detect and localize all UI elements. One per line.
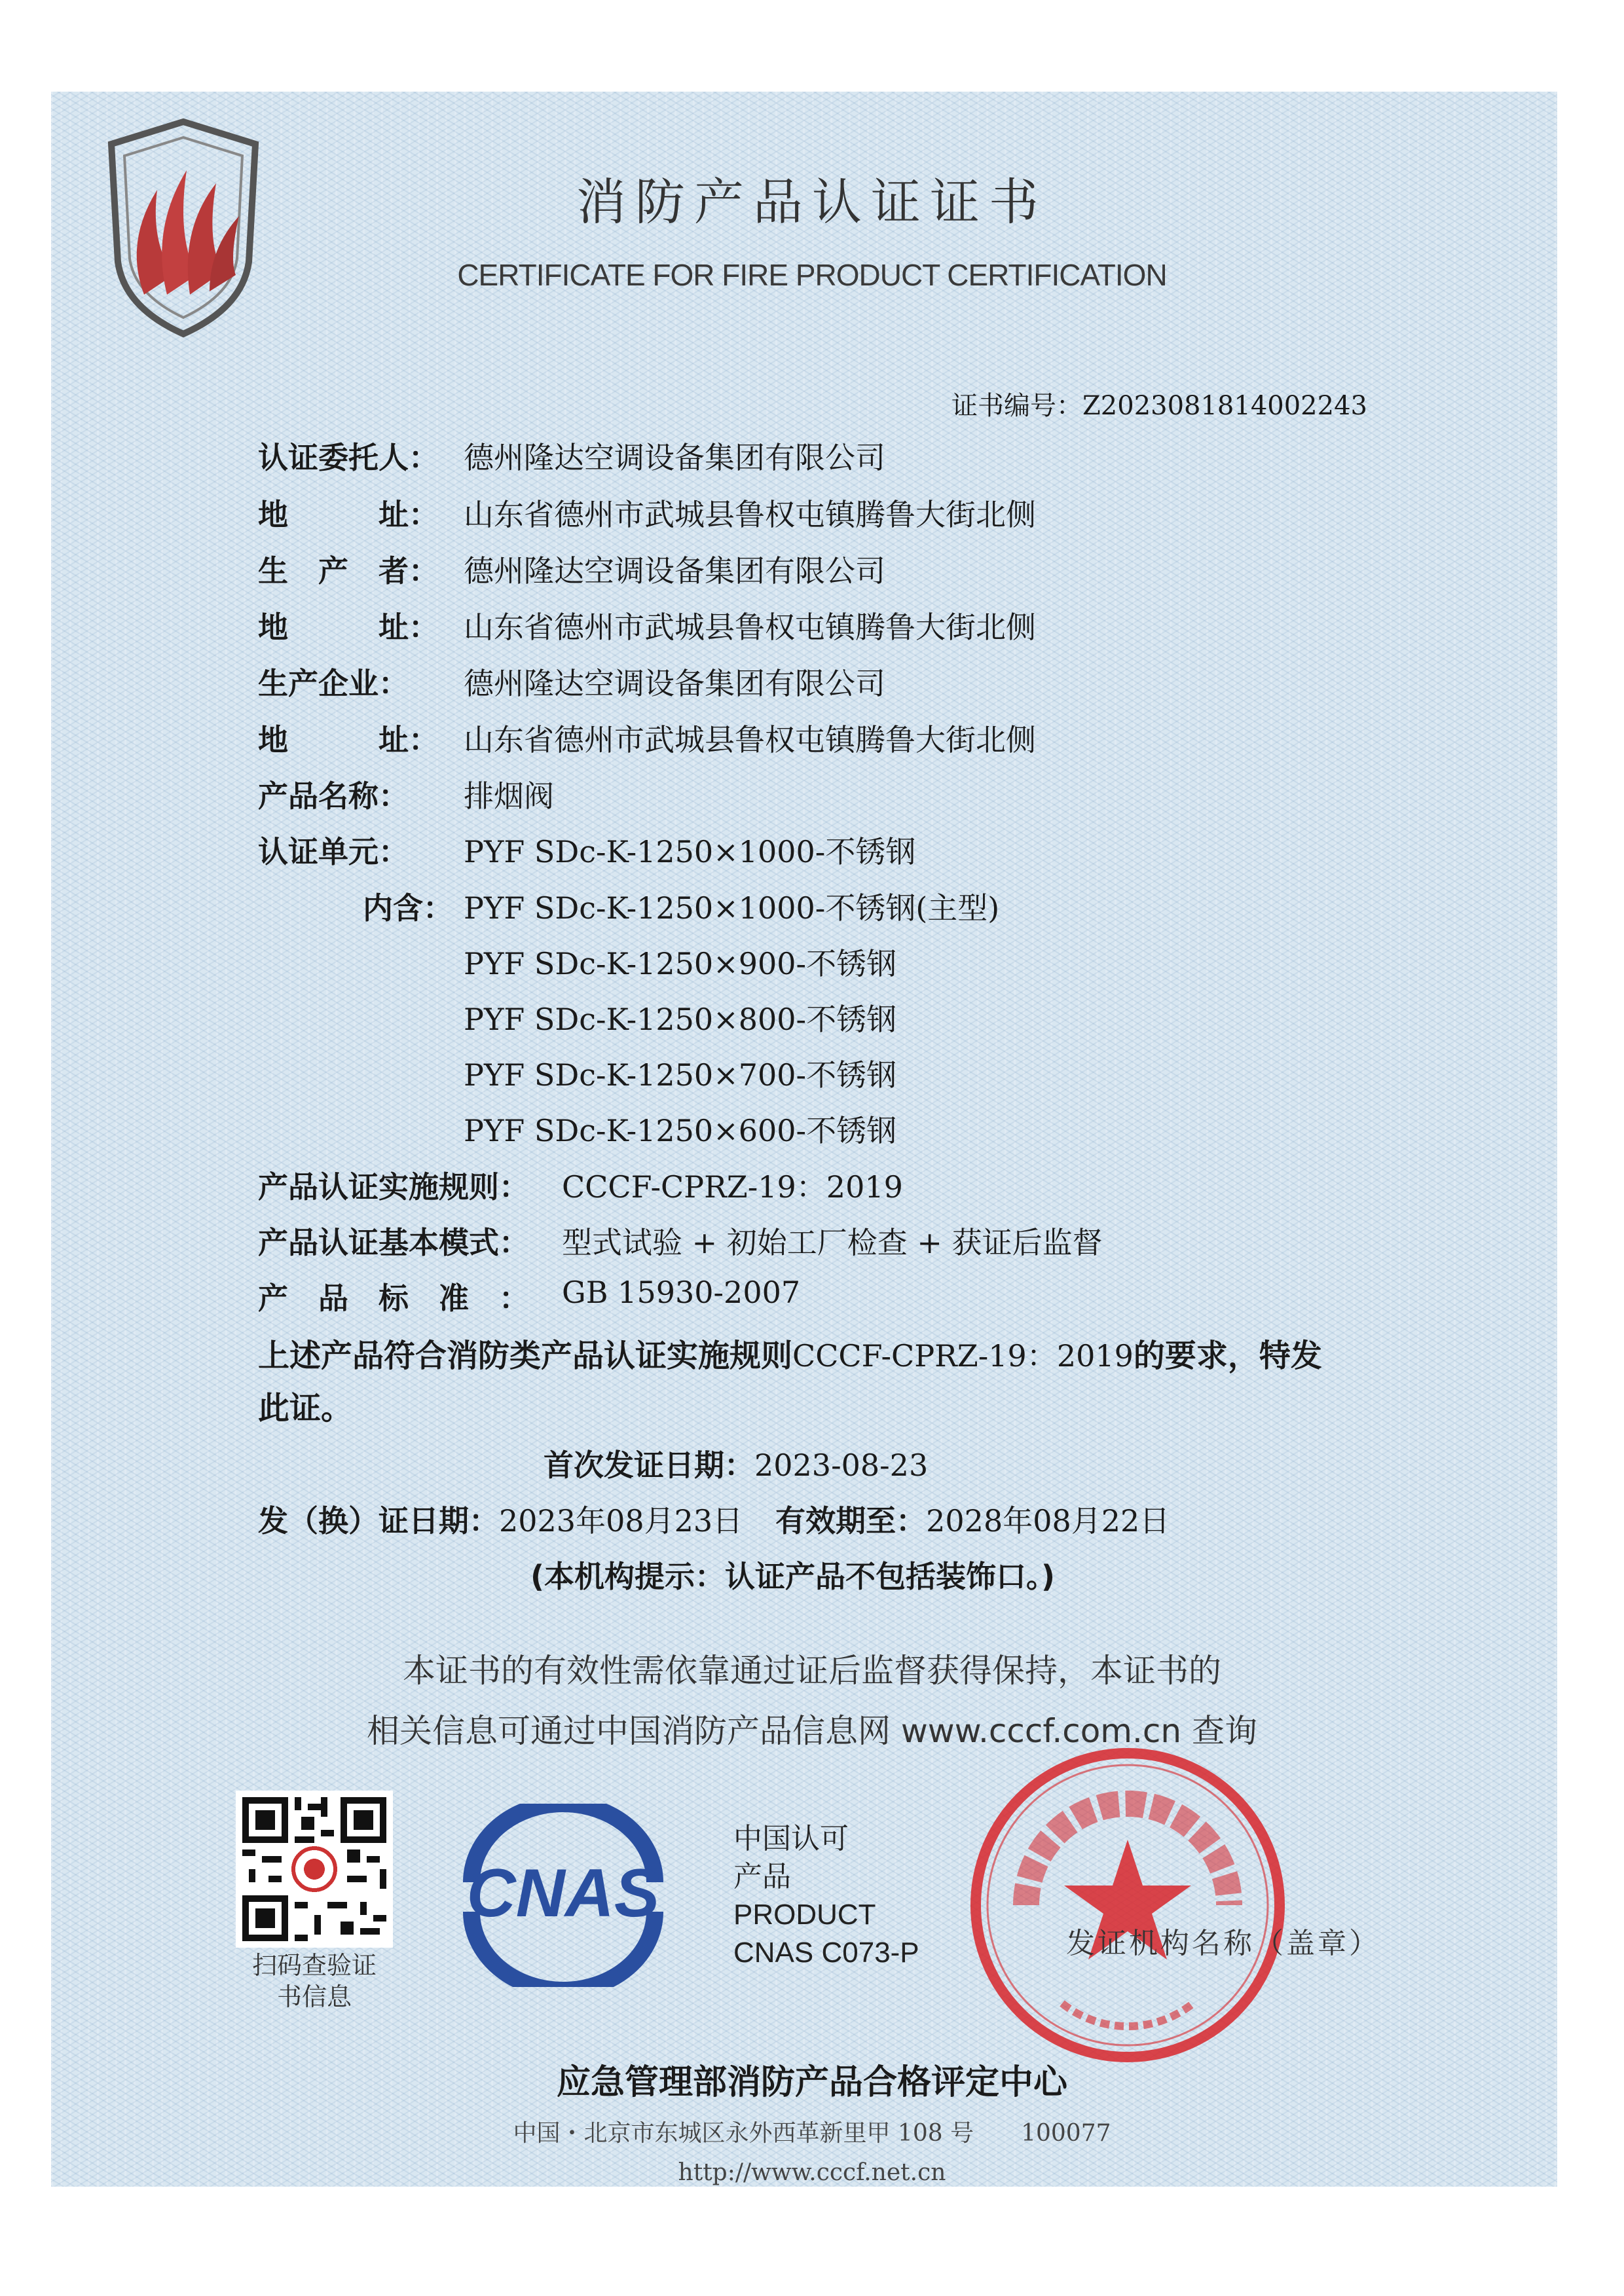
issue-date-row (258, 1497, 1170, 1540)
valid-value: 2028年08月22日 (926, 1503, 1170, 1539)
field-value-address-2: 山东省德州市武城县鲁权屯镇腾鲁大街北侧 (464, 610, 1036, 645)
first-issue-value: 2023-08-23 (754, 1448, 929, 1483)
cnas-logo-icon (432, 1804, 694, 1987)
issue-label: 发（换）证日期： (258, 1503, 499, 1539)
field-value-product-name: 排烟阀 (464, 778, 554, 814)
field-value-cert-unit: PYF SDc-K-1250×1000-不锈钢 (464, 834, 916, 869)
cnas-line: 中国认可 (733, 1823, 849, 1855)
cnas-line: CNAS C073-P (733, 1937, 919, 1969)
cnas-line: PRODUCT (733, 1899, 876, 1931)
rules-value: CCCF-CPRZ-19：2019 (562, 1169, 903, 1205)
contains-label: 内含： (363, 890, 453, 926)
model-item: PYF SDc-K-1250×900-不锈钢 (464, 946, 897, 981)
first-issue-date (544, 1442, 928, 1485)
statement-part1: 上述产品符合消防类产品认证实施规则 (258, 1338, 793, 1374)
center-name: 应急管理部消防产品合格评定中心 (556, 2062, 1067, 2102)
mode-value: 型式试验 + 初始工厂检查 + 获证后监督 (562, 1225, 1103, 1260)
field-label-product-name: 产品名称： (258, 778, 409, 814)
cnas-line: 产品 (733, 1861, 791, 1893)
certificate-number: 证书编号：Z2023081814002243 (951, 391, 1367, 421)
title-cn: 消防产品认证证书 (576, 173, 1048, 231)
red-seal-icon (964, 1741, 1291, 2069)
qr-caption: 扫码查验证书信息 (251, 1951, 377, 2011)
statement-line2: 此证。 (258, 1390, 353, 1427)
mode-label: 产品认证基本模式： (258, 1225, 529, 1260)
standard-label: 产 品 标 准 ： (258, 1281, 529, 1316)
institution-note: (本机构提示：认证产品不包括装饰口。) (530, 1559, 1056, 1594)
field-value-producer: 德州隆达空调设备集团有限公司 (464, 553, 885, 589)
center-address: 中国・北京市东城区永外西革新里甲 108 号 100077 (513, 2120, 1111, 2147)
field-value-manufacturer: 德州隆达空调设备集团有限公司 (464, 666, 885, 701)
model-item: PYF SDc-K-1250×700-不锈钢 (464, 1057, 897, 1093)
validity-notice-line2: 相关信息可通过中国消防产品信息网 www.cccf.com.cn 查询 (367, 1712, 1257, 1750)
issue-value: 2023年08月23日 (499, 1503, 743, 1539)
issuer-label: 发证机构名称（盖章） (1066, 1927, 1380, 1960)
field-label-address-3: 地 址： (258, 722, 439, 757)
statement-code: CCCF-CPRZ-19：2019 (792, 1338, 1134, 1374)
valid-label: 有效期至： (775, 1503, 927, 1539)
model-item: PYF SDc-K-1250×600-不锈钢 (464, 1113, 897, 1148)
field-label-cert-unit: 认证单元： (258, 834, 409, 869)
field-label-address-2: 地 址： (258, 610, 439, 645)
field-value-applicant: 德州隆达空调设备集团有限公司 (464, 440, 885, 475)
standard-value: GB 15930-2007 (562, 1275, 801, 1310)
center-url[interactable]: http://www.cccf.net.cn (678, 2159, 946, 2186)
title-en: CERTIFICATE FOR FIRE PRODUCT CERTIFICATION (457, 258, 1167, 292)
field-label-applicant: 认证委托人： (258, 440, 439, 475)
validity-notice-line1: 本证书的有效性需依靠通过证后监督获得保持，本证书的 (403, 1652, 1221, 1690)
field-value-address-3: 山东省德州市武城县鲁权屯镇腾鲁大街北侧 (464, 722, 1036, 757)
statement-part2: 的要求，特发 (1133, 1338, 1322, 1374)
field-value-address-1: 山东省德州市武城县鲁权屯镇腾鲁大街北侧 (464, 497, 1036, 532)
rules-label: 产品认证实施规则： (258, 1169, 529, 1205)
cnas-accreditation-text (733, 1820, 919, 1972)
conformity-statement (258, 1330, 1322, 1376)
field-label-producer: 生 产 者： (258, 553, 439, 589)
model-item: PYF SDc-K-1250×800-不锈钢 (464, 1002, 897, 1037)
first-issue-label: 首次发证日期： (544, 1448, 754, 1483)
field-label-manufacturer: 生产企业： (258, 666, 409, 701)
cnas-logo-text: CNAS (466, 1855, 660, 1931)
qr-code-icon[interactable] (236, 1791, 393, 1948)
field-label-address-1: 地 址： (258, 497, 439, 532)
model-item: PYF SDc-K-1250×1000-不锈钢(主型) (464, 890, 1000, 926)
